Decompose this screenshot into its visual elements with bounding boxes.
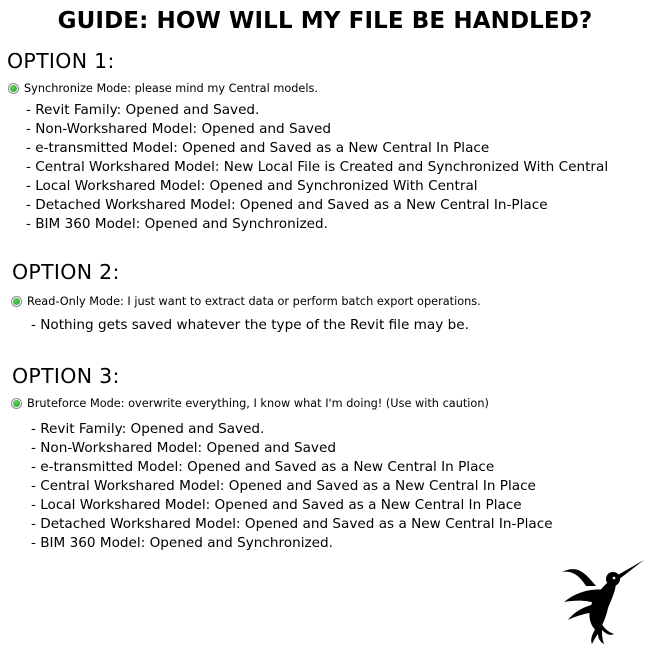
page-title: GUIDE: HOW WILL MY FILE BE HANDLED? <box>57 8 593 34</box>
radio-selected-icon[interactable] <box>8 83 19 94</box>
list-item: - Local Workshared Model: Opened and Saved as a New Central In Place <box>31 497 522 513</box>
option-1-radio[interactable] <box>8 82 318 95</box>
option-2-heading: OPTION 2: <box>12 260 120 284</box>
option-1-radio-label: Synchronize Mode: please mind my Central models. <box>24 82 318 95</box>
option-3-radio[interactable] <box>11 397 489 410</box>
list-item: - e-transmitted Model: Opened and Saved as a New Central In Place <box>26 140 490 156</box>
list-item: - Non-Workshared Model: Opened and Saved <box>26 121 331 137</box>
radio-selected-icon[interactable] <box>11 398 22 409</box>
list-item: - Detached Workshared Model: Opened and Saved as a New Central In-Place <box>31 516 553 532</box>
option-3-radio-label: Bruteforce Mode: overwrite everything, I know what I'm doing! (Use with caution) <box>27 397 489 410</box>
list-item: - Detached Workshared Model: Opened and Saved as a New Central In-Place <box>26 197 548 213</box>
list-item: - Revit Family: Opened and Saved. <box>31 421 265 437</box>
option-2-radio[interactable] <box>11 295 481 308</box>
hummingbird-icon <box>556 546 646 646</box>
list-item: - e-transmitted Model: Opened and Saved as a New Central In Place <box>31 459 495 475</box>
list-item: - Local Workshared Model: Opened and Synchronized With Central <box>26 178 478 194</box>
option-3-heading: OPTION 3: <box>12 364 120 388</box>
option-3-list <box>31 420 553 553</box>
list-item: - Central Workshared Model: Opened and Saved as a New Central In Place <box>31 478 536 494</box>
list-item: - BIM 360 Model: Opened and Synchronized. <box>31 535 333 551</box>
list-item: - BIM 360 Model: Opened and Synchronized. <box>26 216 328 232</box>
list-item: - Nothing gets saved whatever the type of the Revit file may be. <box>31 317 469 333</box>
list-item: - Revit Family: Opened and Saved. <box>26 102 260 118</box>
radio-selected-icon[interactable] <box>11 296 22 307</box>
option-2-list <box>31 316 469 335</box>
option-1-heading: OPTION 1: <box>7 49 115 73</box>
option-1-list <box>26 101 608 234</box>
list-item: - Central Workshared Model: New Local File is Created and Synchronized With Central <box>26 159 609 175</box>
list-item: - Non-Workshared Model: Opened and Saved <box>31 440 336 456</box>
option-2-radio-label: Read-Only Mode: I just want to extract data or perform batch export operations. <box>27 295 481 308</box>
